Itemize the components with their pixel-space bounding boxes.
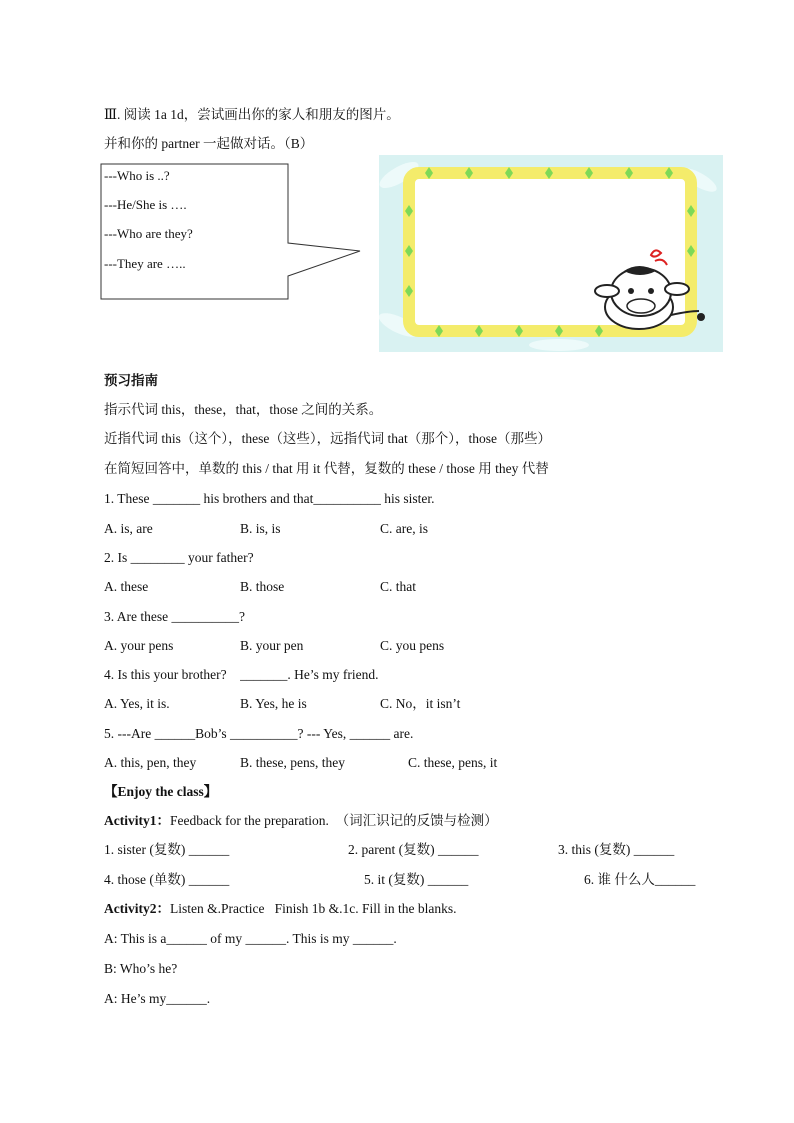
vocab-item: 5. it (复数) ______ [364,872,469,887]
option: C. are, is [380,521,428,536]
activity1-line [104,812,498,830]
dialog-line: A: This is a______ of my ______. This is my ______. [104,931,397,946]
option: B. your pen [240,638,304,653]
bubble-line: ---Who is ..? [104,168,170,183]
instruction-line: 并和你的 partner 一起做对话。（B） [104,136,314,151]
question: 4. Is this your brother? _______. He’s my friend. [104,667,379,682]
question: 1. These _______ his brothers and that__________ his sister. [104,491,435,506]
vocab-item: 2. parent (复数) ______ [348,842,479,857]
activity-label: Activity2： [104,901,170,916]
option: C. that [380,579,416,594]
picture-frame [379,155,723,352]
vocab-item: 1. sister (复数) ______ [104,842,230,857]
vocab-item: 6. 谁 什么人______ [584,872,696,887]
preview-paragraph: 在简短回答中，单数的 this / that 用 it 代替，复数的 these / those 用 they 代替 [104,461,549,476]
enjoy-title: 【Enjoy the class】 [104,784,218,799]
option: A. these [104,579,149,594]
vocab-item: 3. this (复数) ______ [558,842,675,857]
option: A. Yes, it is. [104,696,170,711]
question: 2. Is ________ your father? [104,550,254,565]
section-heading: Ⅲ. 阅读 1a 1d，尝试画出你的家人和朋友的图片。 [104,107,400,122]
option: C. No，it isn’t [380,696,461,711]
option: A. is, are [104,521,153,536]
option: B. Yes, he is [240,696,307,711]
bubble-line: ---Who are they? [104,226,193,241]
vocab-item: 4. those (单数) ______ [104,872,230,887]
question: 3. Are these __________? [104,609,245,624]
option: C. these, pens, it [408,755,498,770]
activity-label: Activity1： [104,813,170,828]
option: A. your pens [104,638,174,653]
option: B. is, is [240,521,281,536]
option: C. you pens [380,638,445,653]
activity-text: Feedback for the preparation. （词汇识记的反馈与检测） [169,813,498,828]
dialog-line: B: Who’s he? [104,961,178,976]
activity2-line [104,900,456,918]
option: B. those [240,579,285,594]
option: A. this, pen, they [104,755,197,770]
bubble-line: ---He/She is …. [104,197,187,212]
question: 5. ---Are ______Bob’s __________? --- Yes, ______ are. [104,726,414,741]
bubble-line: ---They are ….. [104,256,186,271]
dialog-line: A: He’s my______. [104,991,211,1006]
preview-paragraph: 近指代词 this（这个），these（这些），远指代词 that（那个），those（那些） [104,431,551,446]
activity-text: Listen &.Practice Finish 1b &.1c. Fill in the blanks. [169,901,457,916]
preview-title: 预习指南 [104,373,158,388]
option: B. these, pens, they [240,755,345,770]
preview-paragraph: 指示代词 this，these，that，those 之间的关系。 [104,402,383,417]
